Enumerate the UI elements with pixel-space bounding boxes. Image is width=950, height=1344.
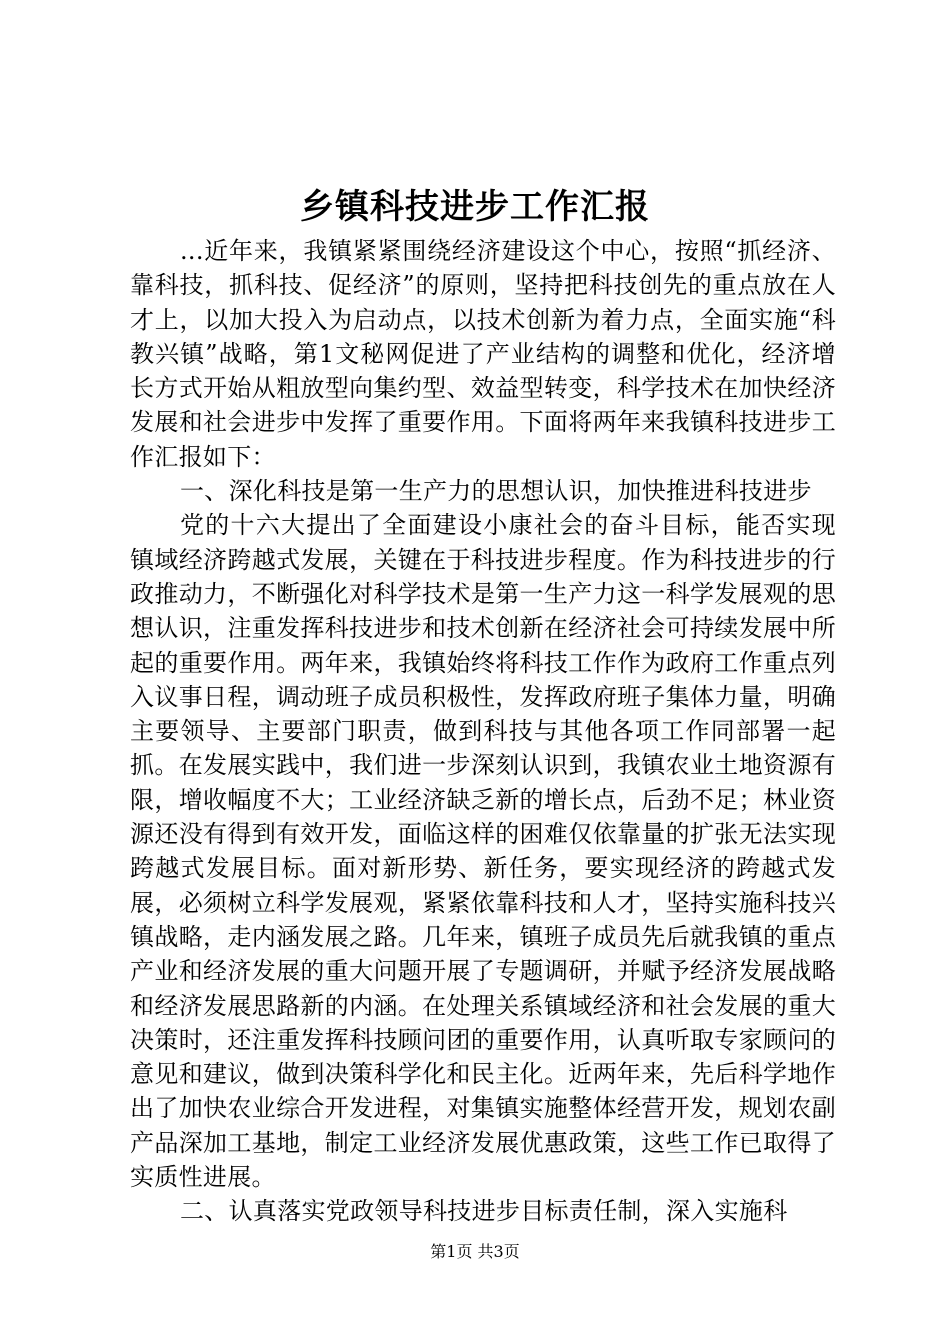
document-body xyxy=(130,234,836,1229)
section-heading-1: 一、深化科技是第一生产力的思想认识，加快推进科技进步 xyxy=(180,477,812,506)
page-number-footer: 第1页 共3页 xyxy=(430,1242,520,1261)
paragraph-intro: ...近年来，我镇紧紧围绕经济建设这个中心，按照“抓经济、靠科技，抓科技、促经济”的原则，坚持把科技创先的重点放在人才上，以加大投入为启动点，以技术创新为着力点，全面实施“科教兴镇”战略，第1文秘网促进了产业结构的调整和优化，经济增长方式开始从粗放型向集约型、效益型转变，科学技术在加快经济发展和社会进步中发挥了重要作用。下面将两年来我镇科技进步工作汇报如下： xyxy=(130,237,836,471)
section-heading-2: 二、认真落实党政领导科技进步目标责任制，深入实施科 xyxy=(180,1197,788,1226)
document-title: 乡镇科技进步工作汇报 xyxy=(300,187,650,227)
paragraph-section-1: 党的十六大提出了全面建设小康社会的奋斗目标，能否实现镇域经济跨越式发展，关键在于科技进步程度。作为科技进步的行政推动力，不断强化对科学技术是第一生产力这一科学发展观的思想认识，注重发挥科技进步和技术创新在经济社会可持续发展中所起的重要作用。两年来，我镇始终将科技工作作为政府工作重点列入议事日程，调动班子成员积极性，发挥政府班子集体力量，明确主要领导、主要部门职责，做到科技与其他各项工作同部署一起抓。在发展实践中，我们进一步深刻认识到，我镇农业土地资源有限，增收幅度不大；工业经济缺乏新的增长点，后劲不足；林业资源还没有得到有效开发，面临这样的困难仅依靠量的扩张无法实现跨越式发展目标。面对新形势、新任务，要实现经济的跨越式发展，必须树立科学发展观，紧紧依靠科技和人才，坚持实施科技兴镇战略，走内涵发展之路。几年来，镇班子成员先后就我镇的重点产业和经济发展的重大问题开展了专题调研，并赋予经济发展战略和经济发展思路新的内涵。在处理关系镇域经济和社会发展的重大决策时，还注重发挥科技顾问团的重要作用，认真听取专家顾问的意见和建议，做到决策科学化和民主化。近两年来，先后科学地作出了加快农业综合开发进程，对集镇实施整体经营开发，规划农副产品深加工基地，制定工业经济发展优惠政策，这些工作已取得了实质性进展。 xyxy=(130,511,836,1192)
